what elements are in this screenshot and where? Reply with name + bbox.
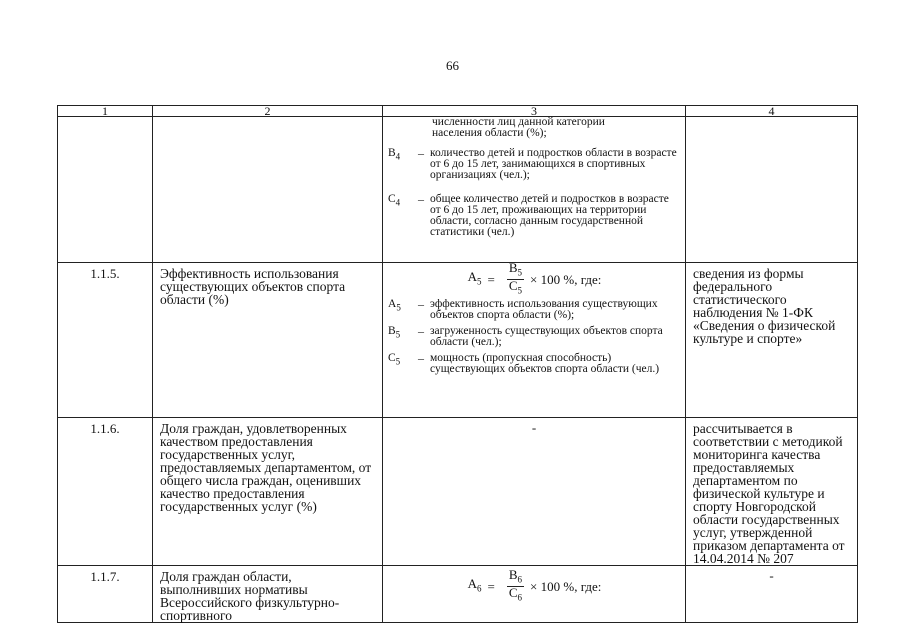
row-number: 1.1.7.	[58, 566, 153, 623]
formula-cell	[383, 117, 686, 263]
indicator-table	[57, 105, 858, 623]
formula-fraction: $\frac{В_6}{С_6}$	[508, 566, 523, 603]
source-cell	[686, 117, 858, 263]
indicator-name: Доля граждан области, выполнивших нормативы Всероссийского физкультурно-спортивного	[153, 566, 383, 623]
variable-symbol: $С_4$	[388, 193, 401, 208]
definition-text: количество детей и подростков области в возрасте от 6 до 15 лет, занимающихся в спортивных организациях (чел.);	[430, 147, 677, 181]
formula-equals: =	[487, 271, 495, 287]
formula-tail: × 100 %, где:	[530, 271, 602, 287]
definition-dash: –	[418, 146, 424, 160]
table-row	[58, 418, 858, 566]
header-row	[58, 106, 858, 117]
continued-text-line: численности лиц данной категории	[432, 116, 605, 128]
definition-item	[388, 194, 681, 238]
header-col-3: 3	[383, 106, 686, 117]
row-number-cell	[58, 117, 153, 263]
data-source: сведения из формы федерального статистического наблюдения № 1-ФК «Сведения о физической культуре и спорте»	[686, 263, 858, 418]
header-col-1: 1	[58, 106, 153, 117]
formula-cell	[383, 259, 686, 418]
definition-dash: –	[418, 192, 424, 206]
formula	[388, 259, 681, 296]
table-row	[58, 263, 858, 418]
definition-item: $В_5$ – загруженность существующих объектов спорта области (чел.);	[388, 326, 681, 348]
row-number: 1.1.6.	[58, 418, 153, 566]
indicator-name-cell	[153, 117, 383, 263]
data-source: рассчитывается в соответствии с методикой мониторинга качества предоставляемых департаментом по физической культуре и спорту Новгородской области государственных услуг, утвержденной приказом департамента от 14.04.2014 № 207	[686, 418, 858, 566]
formula-empty-dash: -	[383, 418, 686, 566]
page-number: 66	[446, 58, 459, 73]
definition-text: загруженность существующих объектов спорта области (чел.);	[430, 325, 663, 348]
table-row	[58, 566, 858, 623]
header-col-4: 4	[686, 106, 858, 117]
formula: $А_6$ = $\frac{В_6}{С_6}$ × 100 %, где:	[467, 566, 602, 603]
continued-text-line: населения области (%);	[432, 127, 547, 139]
source-empty-dash: -	[686, 566, 858, 623]
variable-symbol: $В_4$	[388, 147, 401, 162]
definition-item: $А_5$ – эффективность использования существующих объектов спорта области (%);	[388, 299, 681, 321]
table-row	[58, 117, 858, 263]
indicator-name: Доля граждан, удовлетворенных качеством предоставления государственных услуг, предоставляемых департаментом, от общего числа граждан, оценивших качество предоставления государственных услуг (%)	[153, 418, 383, 566]
definition-item	[388, 148, 681, 181]
definition-text: эффективность использования существующих объектов спорта области (%);	[430, 298, 658, 321]
row-number: 1.1.5.	[58, 263, 153, 418]
definition-text: общее количество детей и подростков в возрасте от 6 до 15 лет, проживающих на территории области, согласно данным государственной статистики (чел.)	[430, 193, 669, 238]
formula-lhs: $А_5$	[467, 268, 482, 287]
definition-item: $С_5$ – мощность (пропускная способность) существующих объектов спорта области (чел.)	[388, 353, 681, 375]
formula-fraction: $\frac{В_5}{С_5}$	[508, 259, 523, 296]
definition-text: мощность (пропускная способность) существующих объектов спорта области (чел.)	[430, 352, 660, 375]
header-col-2: 2	[153, 106, 383, 117]
indicator-name: Эффективность использования существующих объектов спорта области (%)	[153, 263, 383, 418]
formula-cell	[383, 566, 686, 623]
